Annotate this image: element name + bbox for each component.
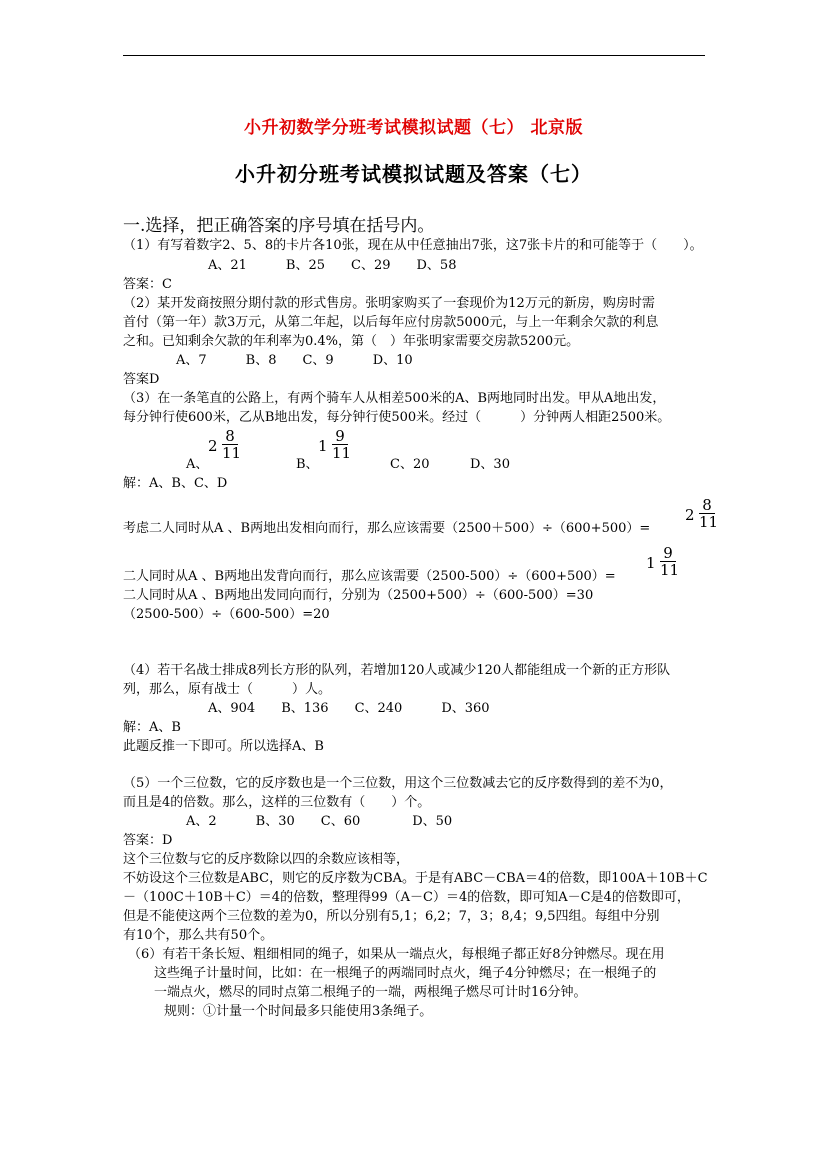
question-5-solution-2: 不妨设这个三位数是ABC，则它的反序数为CBA。于是有ABC－CBA＝4的倍数，即100A＋10B＋C (123, 871, 708, 886)
section-heading: 一.选择，把正确答案的序号填在括号内。 (123, 216, 435, 236)
question-5-line-2: 而且是4的倍数。那么，这样的三位数有（ ）个。 (123, 795, 431, 810)
question-4-line-1: （4）若干名战士排成8列长方形的队列，若增加120人或减少120人都能组成一个新的正方形队 (123, 663, 671, 678)
solution-fraction-2 (646, 545, 678, 581)
question-4-options: A、904 B、136 C、240 D、360 (208, 701, 490, 716)
question-3-line-2: 每分钟行使600米，乙从B地出发，每分钟行使500米。经过（ ）分钟两人相距2500米。 (123, 410, 671, 425)
question-5-line-1: （5）一个三位数，它的反序数也是一个三位数，用这个三位数减去它的反序数得到的差不为0， (123, 776, 673, 791)
fraction-numerator: 8 (699, 497, 715, 514)
fraction-numerator: 9 (332, 428, 348, 445)
question-2-line-1: （2）某开发商按照分期付款的形式售房。张明家购买了一套现价为12万元的新房，购房时需 (123, 296, 655, 311)
question-6-line-1: （6）有若干条长短、粗细相同的绳子，如果从一端点火，每根绳子都正好8分钟燃尽。现在用 (128, 947, 665, 962)
question-2-line-2: 首付（第一年）款3万元，从第二年起，以后每年应付房款5000元，与上一年剩余欠款的利息 (123, 315, 659, 330)
question-5-answer: 答案：D (123, 833, 173, 848)
option-b-fraction (318, 428, 350, 464)
question-3-solution-3: 二人同时从A 、B两地出发同向而行，分别为（2500+500）÷（600-500）=30 (123, 588, 594, 603)
page-red-title: 小升初数学分班考试模拟试题（七） 北京版 (244, 118, 583, 138)
question-4-answer: 解：A、B (123, 720, 181, 735)
fraction-whole: 2 (685, 506, 695, 524)
question-2-options: A、7 B、8 C、9 D、10 (176, 353, 413, 368)
question-2-line-3: 之和。已知剩余欠款的年利率为0.4%，第（ ）年张明家需要交房款5200元。 (123, 334, 580, 349)
question-6-rule-1: 规则：①计量一个时间最多只能使用3条绳子。 (164, 1004, 433, 1019)
fraction-denominator: 11 (222, 444, 242, 462)
question-1-answer: 答案：C (123, 277, 172, 292)
question-3-solution-1: 考虑二人同时从A 、B两地出发相向而行，那么应该需要（2500＋500）÷（600+500）= (123, 521, 651, 536)
fraction-denominator: 11 (660, 561, 680, 579)
page-main-title: 小升初分班考试模拟试题及答案（七） (235, 162, 592, 186)
question-3-option-d: D、30 (470, 457, 510, 472)
question-3-line-1: （3）在一条笔直的公路上，有两个骑车人从相差500米的A、B两地同时出发。甲从A地出发， (123, 391, 666, 406)
fraction-denominator: 11 (699, 513, 719, 531)
header-rule (123, 55, 705, 56)
question-4-explanation: 此题反推一下即可。所以选择A、B (123, 739, 324, 754)
question-5-solution-3: －（100C＋10B＋C）＝4的倍数，整理得99（A－C）＝4的倍数，即可知A－C是4的倍数即可， (123, 890, 690, 905)
question-3-option-b: B、 (296, 457, 319, 472)
fraction-denominator: 11 (332, 444, 352, 462)
question-2-answer: 答案D (123, 372, 160, 387)
question-5-options: A、2 B、30 C、60 D、50 (186, 814, 453, 829)
question-6-line-3: 一端点火，燃尽的同时点第二根绳子的一端，两根绳子燃尽可计时16分钟。 (154, 985, 587, 1000)
question-3-option-c: C、20 (390, 457, 430, 472)
fraction-whole: 2 (208, 437, 218, 455)
fraction-whole: 1 (646, 554, 656, 572)
question-1-text: （1）有写着数字2、5、8的卡片各10张，现在从中任意抽出7张，这7张卡片的和可能等于（ ）。 (123, 238, 703, 253)
fraction-whole: 1 (318, 437, 328, 455)
solution-fraction-1 (685, 497, 717, 533)
fraction-numerator: 8 (222, 428, 238, 445)
question-4-line-2: 列，那么，原有战士（ ）人。 (123, 682, 332, 697)
question-3-solution-2: 二人同时从A 、B两地出发背向而行，那么应该需要（2500-500）÷（600+500）= (123, 569, 616, 584)
question-5-solution-1: 这个三位数与它的反序数除以四的余数应该相等， (123, 852, 410, 867)
question-3-option-a: A、 (186, 457, 209, 472)
question-3-solution-4: （2500-500）÷（600-500）=20 (123, 607, 330, 622)
option-a-fraction (208, 428, 240, 464)
question-6-line-2: 这些绳子计量时间，比如：在一根绳子的两端同时点火，绳子4分钟燃尽；在一根绳子的 (154, 966, 657, 981)
question-5-solution-5: 有10个，那么共有50个。 (123, 928, 274, 943)
question-5-solution-4: 但是不能使这两个三位数的差为0，所以分别有5,1；6,2；7，3；8,4；9,5四组。每组中分别 (123, 909, 660, 924)
question-1-options: A、21 B、25 C、29 D、58 (208, 258, 457, 273)
question-3-answer: 解：A、B、C、D (123, 476, 228, 491)
fraction-numerator: 9 (660, 545, 676, 562)
